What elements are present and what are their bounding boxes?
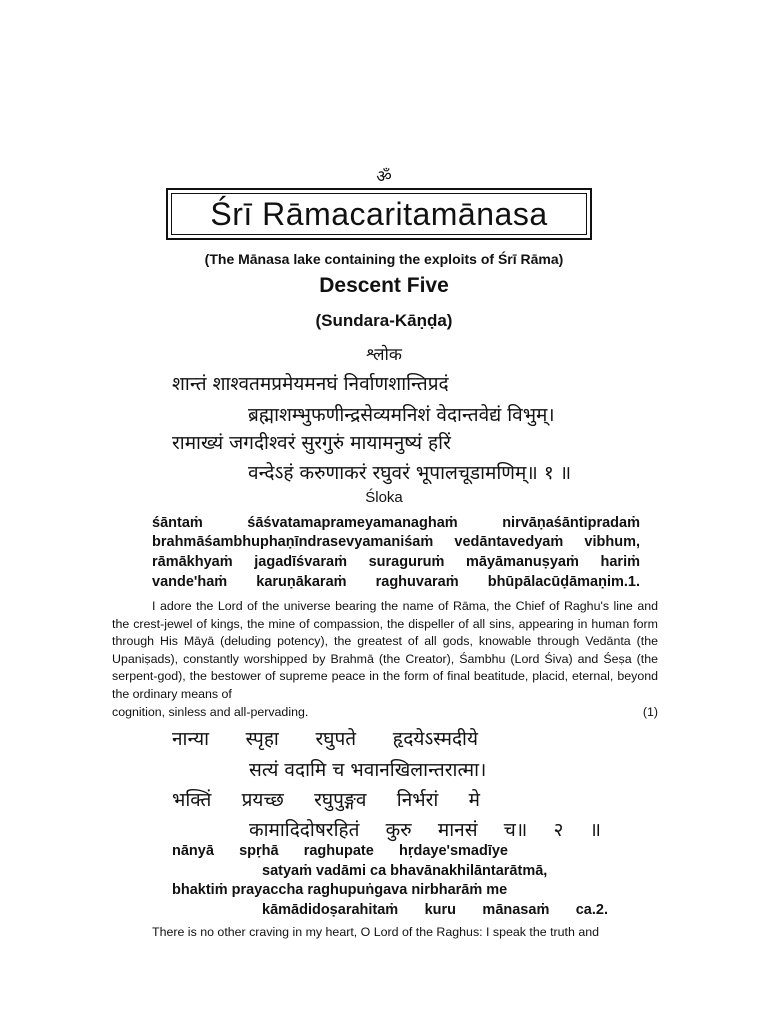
translation-text: I adore the Lord of the universe bearing the name of Rāma, the Chief of Raghu's line and the crest-jewel of kings, the mine of compassion, the dispeller of all sins, appearing in human form through His Māyā (deluding potency), the greatest of all gods, knowable through Vedānta (the Upaniṣads), constantly worshipped by Brahmā (the Creator), Śambhu (Lord Śiva) and Śeṣa (the serpent-god), the bestower of supreme peace in the form of final beatitude, placid, eternal, beyond the ordinary means of [112, 599, 658, 701]
devanagari-line-1: शान्तं शाश्वतमप्रमेयमनघं निर्वाणशान्तिप्रदं [172, 373, 449, 395]
sloka-label-roman: Śloka [365, 489, 403, 506]
transliteration-verse2-line-4: kāmādidoṣarahitaṁ kuru mānasaṁ ca.2. [262, 902, 608, 918]
transliteration-verse2-line-3: bhaktiṁ prayaccha raghupuṅgava nirbharāṁ me [172, 882, 508, 898]
transliteration-verse2-line-1: nānyā spṛhā raghupate hṛdaye'smadīye [172, 843, 508, 859]
devanagari-line-4: वन्देऽहं करुणाकरं रघुवरं भूपालचूडामणिम्॥ १ ॥ [248, 462, 572, 484]
kanda-heading: (Sundara-Kāṇḍa) [315, 311, 453, 330]
transliteration-line-4: vande'haṁ karuṇākaraṁ raghuvaraṁ bhūpālacūḍāmaṇim.1. [152, 574, 640, 590]
om-symbol: ॐ [376, 167, 392, 187]
transliteration-line-3: rāmākhyaṁ jagadīśvaraṁ suraguruṁ māyāmanuṣyaṁ hariṁ [152, 554, 640, 570]
descent-heading: Descent Five [319, 274, 449, 297]
transliteration-verse2-line-2: satyaṁ vadāmi ca bhavānakhilāntarātmā, [262, 863, 548, 879]
transliteration-line-1: śāntaṁ śāśvatamaprameyamanaghaṁ nirvāṇaśāntipradaṁ [152, 515, 640, 531]
devanagari-line-2: ब्रह्माशम्भुफणीन्द्रसेव्यमनिशं वेदान्तवेद्यं विभुम्। [248, 404, 555, 426]
translation-verse2-start: There is no other craving in my heart, O Lord of the Raghus: I speak the truth and [152, 925, 599, 939]
translation-last-line [112, 704, 658, 722]
devanagari-line-3: रामाख्यं जगदीश्वरं सुरगुरुं मायामनुष्यं हरिं [172, 432, 451, 454]
title-frame [166, 188, 592, 240]
page-title: Śrī Rāmacaritamānasa [171, 193, 587, 235]
sloka-label-devanagari: श्लोक [366, 345, 402, 365]
transliteration-line-2: brahmāśambhuphaṇīndrasevyamaniśaṁ vedāntavedyaṁ vibhum, [152, 534, 640, 550]
translation-last-text: cognition, sinless and all-pervading. [112, 704, 309, 719]
devanagari-verse2-line-4: कामादिदोषरहितं कुरु मानसं च॥ २ ॥ [249, 819, 601, 841]
devanagari-verse2-line-1: नान्या स्पृहा रघुपते हृदयेऽस्मदीये [172, 728, 478, 750]
devanagari-verse2-line-3: भक्तिं प्रयच्छ रघुपुङ्गव निर्भरां मे [172, 789, 480, 811]
translation-paragraph [112, 598, 658, 721]
devanagari-verse2-line-2: सत्यं वदामि च भवानखिलान्तरात्मा। [249, 759, 487, 781]
subtitle: (The Mānasa lake containing the exploits of Śrī Rāma) [204, 251, 564, 267]
verse-number: (1) [642, 704, 658, 719]
